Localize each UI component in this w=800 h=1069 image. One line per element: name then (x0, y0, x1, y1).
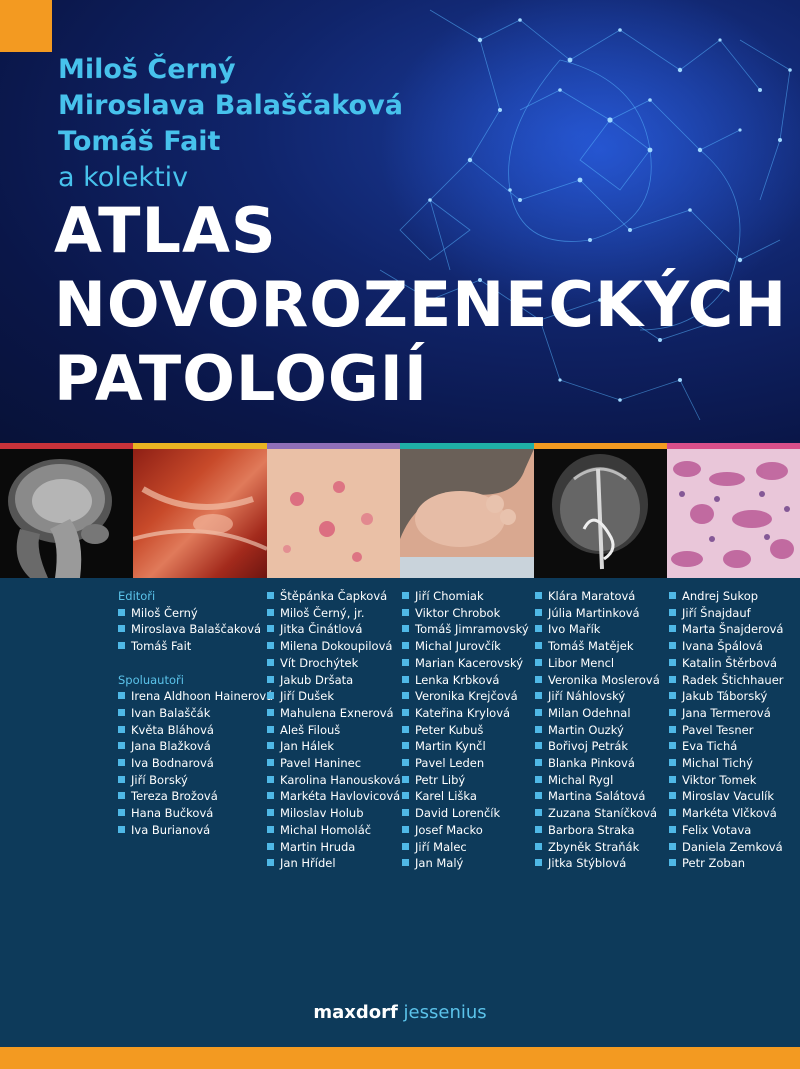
coauthor-name: Jiří Šnajdauf (669, 605, 784, 622)
coauthor-name: Martin Kynčl (402, 738, 529, 755)
coauthor-name: Jakub Táborský (669, 688, 784, 705)
coauthor-name: Mahulena Exnerová (267, 705, 401, 722)
coauthor-name: Andrej Sukop (669, 588, 784, 605)
author-list (58, 52, 403, 196)
skin-rash-image (267, 449, 400, 578)
collective-label: a kolektiv (58, 162, 189, 193)
contributors-column-1 (118, 588, 273, 839)
coauthor-name: Pavel Tesner (669, 722, 784, 739)
coauthor-name: Klára Maratová (535, 588, 660, 605)
coauthor-name: Jitka Stýblová (535, 855, 660, 872)
coauthor-name: Veronika Moslerová (535, 672, 660, 689)
editor-name: Tomáš Fait (118, 638, 273, 655)
coauthor-name: Milan Odehnal (535, 705, 660, 722)
coauthor-name: Ivo Mařík (535, 621, 660, 638)
coauthor-name: Josef Macko (402, 822, 529, 839)
coauthor-name: Libor Mencl (535, 655, 660, 672)
editor-name: Miroslava Balaščaková (118, 621, 273, 638)
coauthor-name: Iva Bodnarová (118, 755, 273, 772)
title-line: PATOLOGIÍ (54, 342, 428, 415)
coauthor-name: Květa Bláhová (118, 722, 273, 739)
orange-footer-band (0, 1047, 800, 1069)
editors-heading: Editoři (118, 589, 156, 603)
publisher-logo (0, 1002, 800, 1023)
surgical-tissue-image (133, 449, 267, 578)
author-name: Miroslava Balaščaková (58, 90, 403, 121)
coauthor-name: David Lorenčík (402, 805, 529, 822)
coauthor-name: Pavel Haninec (267, 755, 401, 772)
author-name: Tomáš Fait (58, 126, 221, 157)
infant-foot-image (400, 449, 534, 578)
contributors-column-3 (402, 588, 529, 872)
coauthor-name: Jana Blažková (118, 738, 273, 755)
coauthor-name: Miloslav Holub (267, 805, 401, 822)
coauthor-name: Júlia Martinková (535, 605, 660, 622)
coauthor-name: Viktor Tomek (669, 772, 784, 789)
coauthor-name: Karolina Hanousková (267, 772, 401, 789)
coauthor-name: Michal Tichý (669, 755, 784, 772)
coauthor-name: Bořivoj Petrák (535, 738, 660, 755)
title-line: ATLAS (54, 194, 277, 267)
publisher-name-jessenius: jessenius (403, 1002, 487, 1023)
coauthor-name: Markéta Vlčková (669, 805, 784, 822)
coauthor-name: Jan Hálek (267, 738, 401, 755)
coauthor-name: Jitka Činátlová (267, 621, 401, 638)
coauthor-name: Vít Drochýtek (267, 655, 401, 672)
coauthor-name: Martina Salátová (535, 788, 660, 805)
coauthor-name: Michal Jurovčík (402, 638, 529, 655)
coauthor-name: Miloš Černý, jr. (267, 605, 401, 622)
coauthor-name: Marian Kacerovský (402, 655, 529, 672)
coauthor-name: Kateřina Krylová (402, 705, 529, 722)
coauthor-name: Petr Zoban (669, 855, 784, 872)
coauthor-name: Barbora Straka (535, 822, 660, 839)
coauthor-name: Hana Bučková (118, 805, 273, 822)
coauthor-name: Jiří Borský (118, 772, 273, 789)
coauthor-name: Jiří Dušek (267, 688, 401, 705)
coauthor-name: Irena Aldhoon Hainerová (118, 688, 273, 705)
coauthor-name: Tomáš Matějek (535, 638, 660, 655)
coauthor-name: Miroslav Vaculík (669, 788, 784, 805)
contributors-panel (0, 578, 800, 1047)
coauthor-name: Radek Štichhauer (669, 672, 784, 689)
histology-image (667, 449, 800, 578)
coauthor-name: Viktor Chrobok (402, 605, 529, 622)
coauthor-name: Pavel Leden (402, 755, 529, 772)
coauthor-name: Michal Homoláč (267, 822, 401, 839)
mri-brain-image (0, 449, 133, 578)
coauthor-name: Petr Libý (402, 772, 529, 789)
coauthor-name: Jan Hřídel (267, 855, 401, 872)
coauthor-name: Iva Burianová (118, 822, 273, 839)
coauthor-name: Ivana Špálová (669, 638, 784, 655)
coauthor-name: Jiří Chomiak (402, 588, 529, 605)
book-title (54, 194, 787, 416)
editor-name: Miloš Černý (118, 605, 273, 622)
coauthor-name: Tereza Brožová (118, 788, 273, 805)
coauthor-name: Aleš Filouš (267, 722, 401, 739)
coauthor-name: Martin Ouzký (535, 722, 660, 739)
coauthor-name: Blanka Pinková (535, 755, 660, 772)
coauthor-name: Marta Šnajderová (669, 621, 784, 638)
xray-image (534, 449, 667, 578)
coauthor-name: Veronika Krejčová (402, 688, 529, 705)
coauthor-name: Markéta Havlovicová (267, 788, 401, 805)
coauthor-name: Peter Kubuš (402, 722, 529, 739)
contributors-column-4 (535, 588, 660, 872)
title-line: NOVOROZENECKÝCH (54, 268, 788, 341)
coauthor-name: Jiří Náhlovský (535, 688, 660, 705)
coauthor-name: Jan Malý (402, 855, 529, 872)
publisher-name-maxdorf: maxdorf (313, 1002, 398, 1023)
coauthor-name: Jana Termerová (669, 705, 784, 722)
coauthor-name: Jiří Malec (402, 839, 529, 856)
coauthor-name: Karel Liška (402, 788, 529, 805)
photo-strip (0, 449, 800, 578)
coauthors-heading: Spoluautoři (118, 672, 184, 687)
coauthor-name: Jakub Dršata (267, 672, 401, 689)
author-name: Miloš Černý (58, 54, 236, 85)
contributors-column-5 (669, 588, 784, 872)
contributors-column-2 (267, 588, 401, 872)
cover-top-panel (0, 0, 800, 445)
coauthor-name: Martin Hruda (267, 839, 401, 856)
coauthor-name: Katalin Štěrbová (669, 655, 784, 672)
coauthor-name: Daniela Zemková (669, 839, 784, 856)
coauthor-name: Michal Rygl (535, 772, 660, 789)
coauthor-name: Felix Votava (669, 822, 784, 839)
coauthor-name: Ivan Balaščák (118, 705, 273, 722)
coauthor-name: Zuzana Staníčková (535, 805, 660, 822)
coauthor-name: Lenka Krbková (402, 672, 529, 689)
orange-corner-mark (0, 0, 52, 52)
coauthor-name: Zbyněk Straňák (535, 839, 660, 856)
coauthor-name: Milena Dokoupilová (267, 638, 401, 655)
coauthor-name: Tomáš Jimramovský (402, 621, 529, 638)
coauthor-name: Štěpánka Čapková (267, 588, 401, 605)
coauthor-name: Eva Tichá (669, 738, 784, 755)
